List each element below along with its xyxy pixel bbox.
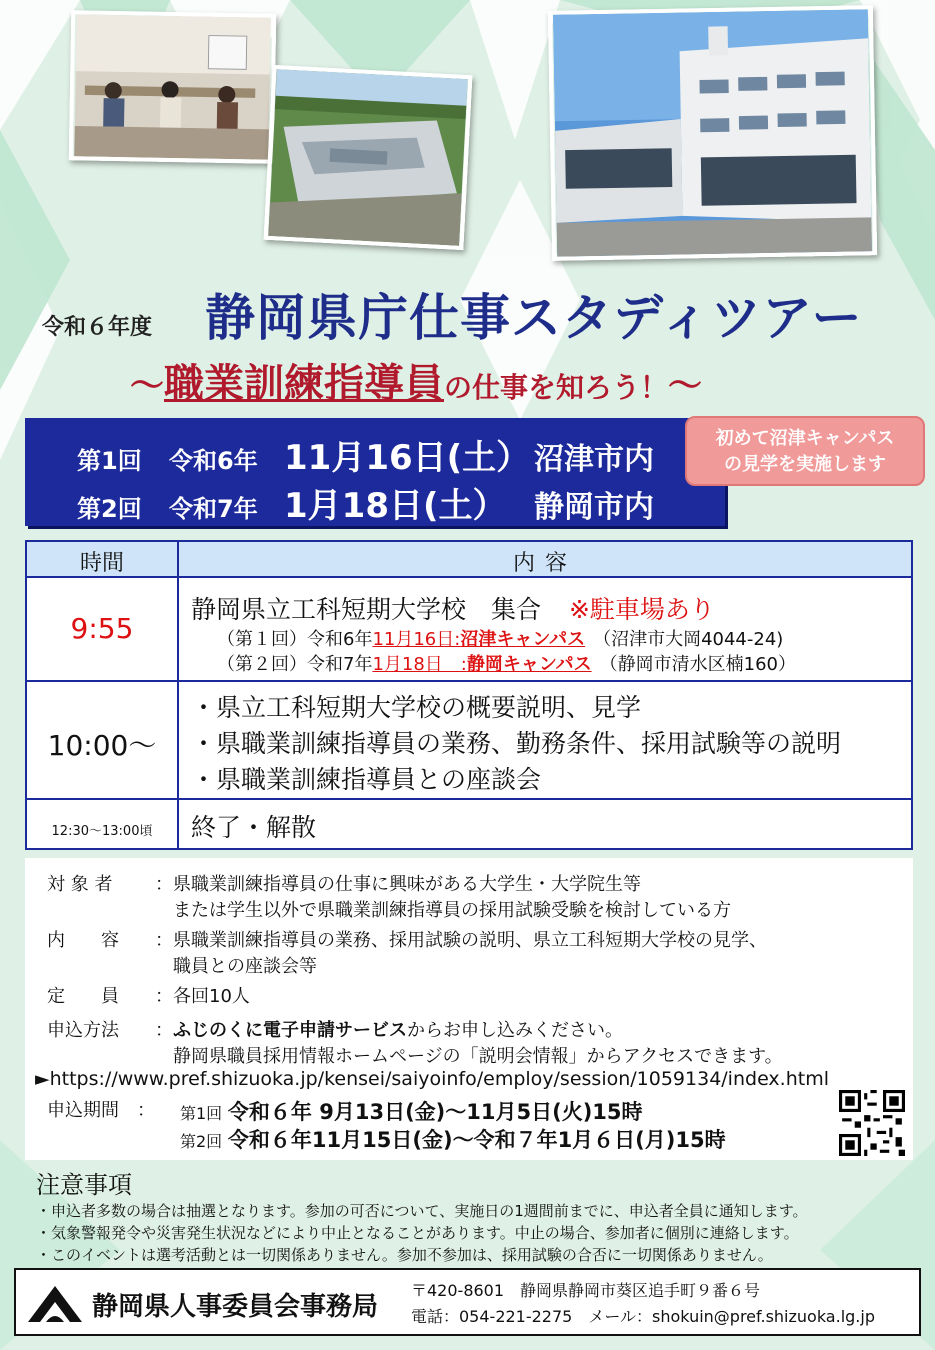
- apply-colon: ：: [155, 1020, 173, 1041]
- photo-aerial-campus: [264, 65, 473, 250]
- campus-line-date: 11月16日:: [372, 629, 461, 650]
- session-place: 静岡市内: [534, 490, 654, 525]
- page-subtitle: [130, 352, 702, 409]
- campus-line-prefix: （第１回）令和6年: [217, 629, 373, 650]
- qr-code-icon[interactable]: [839, 1090, 905, 1156]
- time-end: 12:30～13:00頃: [51, 824, 153, 839]
- schedule-table: [25, 540, 913, 850]
- organization-contact: 電話：054-221-2275 メール：shokuin@pref.shizuoka.lg.jp: [411, 1307, 875, 1326]
- parking-note: ※駐車場あり: [568, 595, 715, 624]
- note-item: ・このイベントは選考活動とは一切関係ありません。参加不参加は、採用試験の合否に一切関係ありません。: [36, 1246, 773, 1264]
- organization-address: 〒420-8601 静岡県静岡市葵区追手町９番６号: [411, 1281, 761, 1300]
- content-label: 内 容: [47, 930, 119, 951]
- time-program: 10:00～: [47, 729, 157, 762]
- photo-building: [548, 5, 877, 261]
- footer: [14, 1268, 921, 1336]
- capacity-label: 定 員: [47, 986, 119, 1007]
- subtitle-tail: の仕事を知ろう！: [444, 371, 669, 404]
- session-row: [77, 430, 654, 479]
- session-dates-banner: [25, 418, 725, 526]
- prefecture-logo-icon: [26, 1280, 84, 1326]
- period-session-1: [180, 1096, 643, 1126]
- campus-address: （沼津市大岡4044-24): [593, 629, 784, 650]
- page-title: 静岡県庁仕事スタディツアー: [205, 289, 863, 347]
- target-text: ：県職業訓練指導員の仕事に興味がある大学生・大学院生等: [155, 874, 641, 895]
- application-url[interactable]: ►https://www.pref.shizuoka.jp/kensei/saiyoinfo/employ/session/1059134/index.html: [35, 1068, 829, 1090]
- program-item: ・県職業訓練指導員の業務、勤務条件、採用試験等の説明: [191, 729, 842, 758]
- apply-service-name: ふじのくに電子申請サービス: [173, 1020, 407, 1041]
- campus-name: 沼津キャンパス: [460, 629, 586, 650]
- header-time: 時間: [79, 551, 124, 576]
- target-text: または学生以外で県職業訓練指導員の採用試験受験を検討している方: [173, 900, 731, 921]
- assembly-place: 静岡県立工科短期大学校 集合: [191, 595, 542, 624]
- session-row: [77, 478, 654, 527]
- target-label: 対 象 者: [47, 874, 113, 895]
- fiscal-year-label: 令和６年度: [42, 315, 153, 340]
- apply-text: 静岡県職員採用情報ホームページの「説明会情報」からアクセスできます。: [173, 1046, 783, 1067]
- subtitle-tilde-left: ～: [130, 366, 164, 406]
- schedule-header: [27, 542, 911, 578]
- note-item: ・申込者多数の場合は抽選となります。参加の可否について、実施日の1週間前までに、申込者全員に通知します。: [36, 1202, 808, 1220]
- column-divider: [177, 542, 179, 848]
- period-dates: 令和６年 9月13日(金)～11月5日(火)15時: [227, 1100, 643, 1124]
- campus-address: （静岡市清水区楠160）: [599, 654, 796, 675]
- organization-name: 静岡県人事委員会事務局: [92, 1292, 379, 1322]
- subtitle-tilde-right: ～: [668, 366, 703, 406]
- session-date: 11月16日(土）: [284, 438, 531, 478]
- time-arrival: 9:55: [70, 612, 134, 645]
- program-item: ・県職業訓練指導員との座談会: [191, 765, 542, 794]
- session-era: 令和6年: [169, 447, 258, 475]
- campus-line-2: [217, 650, 796, 676]
- period-label: 申込期間: [47, 1100, 119, 1121]
- session-number: 第2回: [77, 495, 142, 523]
- subtitle-job: 職業訓練指導員: [164, 361, 444, 407]
- period-dates: 令和６年11月15日(金)～令和７年1月６日(月)15時: [227, 1128, 726, 1152]
- row-divider: [27, 798, 911, 800]
- campus-line-1: [217, 625, 783, 651]
- note-item: ・気象警報発令や災害発生状況などにより中止となることがあります。中止の場合、参加者に個別に連絡します。: [36, 1224, 799, 1242]
- capacity-text: ：各回10人: [155, 986, 250, 1007]
- notes-title: 注意事項: [36, 1171, 132, 1199]
- apply-label: 申込方法: [47, 1020, 119, 1041]
- period-session-2: [180, 1124, 726, 1154]
- assembly-text: [191, 590, 715, 626]
- callout-line: 初めて沼津キャンパス: [715, 428, 895, 449]
- program-item: ・県立工科短期大学校の概要説明、見学: [191, 693, 642, 722]
- photo-classroom: [69, 10, 277, 164]
- row-divider: [27, 680, 911, 682]
- session-era: 令和7年: [169, 495, 258, 523]
- session-place: 沼津市内: [534, 442, 654, 477]
- campus-line-date: 1月18日 :: [372, 654, 467, 675]
- apply-text-tail: からお申し込みください。: [407, 1020, 623, 1041]
- session-date: 1月18日(土）: [284, 486, 507, 526]
- apply-text: [155, 1016, 623, 1042]
- header-content: 内容: [512, 551, 577, 576]
- period-colon: ：: [137, 1100, 155, 1121]
- numazu-campus-callout: [685, 416, 925, 486]
- event-details: [25, 858, 913, 1160]
- content-text: ：県職業訓練指導員の業務、採用試験の説明、県立工科短期大学校の見学、: [155, 930, 767, 951]
- campus-name: 静岡キャンパス: [466, 654, 592, 675]
- callout-line: の見学を実施します: [724, 454, 886, 475]
- campus-line-prefix: （第２回）令和7年: [217, 654, 373, 675]
- period-session-number: 第2回: [180, 1132, 223, 1151]
- period-session-number: 第1回: [180, 1104, 223, 1123]
- content-text: 職員との座談会等: [173, 956, 317, 977]
- session-number: 第1回: [77, 447, 142, 475]
- end-text: 終了・解散: [191, 813, 317, 842]
